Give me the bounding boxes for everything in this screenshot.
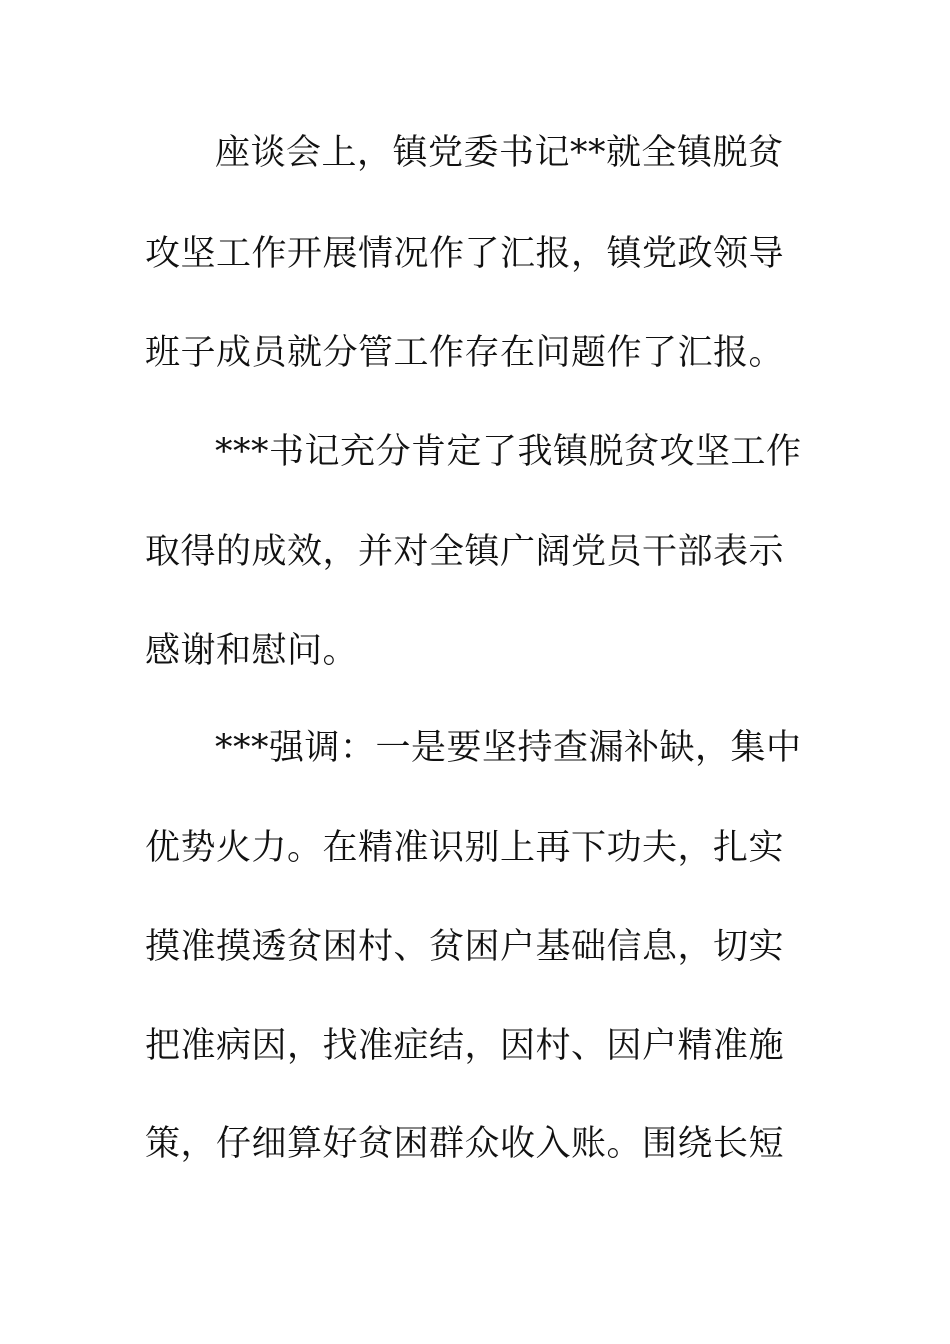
paragraph-3-line-4: 把准病因，找准症结，因村、因户精准施 — [145, 1026, 785, 1066]
paragraph-2-line-2: 取得的成效，并对全镇广阔党员干部表示 — [145, 532, 785, 572]
paragraph-2-line-1: ***书记充分肯定了我镇脱贫攻坚工作 — [215, 432, 802, 472]
paragraph-2-line-3: 感谢和慰问。 — [145, 631, 359, 671]
paragraph-3-line-3: 摸准摸透贫困村、贫困户基础信息，切实 — [145, 927, 785, 967]
paragraph-3-line-1: ***强调：一是要坚持查漏补缺，集中 — [215, 728, 802, 768]
paragraph-3-line-5: 策，仔细算好贫困群众收入账。围绕长短 — [145, 1124, 785, 1164]
paragraph-1-line-3: 班子成员就分管工作存在问题作了汇报。 — [145, 333, 785, 373]
paragraph-1-line-1: 座谈会上，镇党委书记**就全镇脱贫 — [215, 133, 784, 173]
paragraph-3-line-2: 优势火力。在精准识别上再下功夫，扎实 — [145, 828, 785, 868]
paragraph-1-line-2: 攻坚工作开展情况作了汇报，镇党政领导 — [145, 234, 785, 274]
